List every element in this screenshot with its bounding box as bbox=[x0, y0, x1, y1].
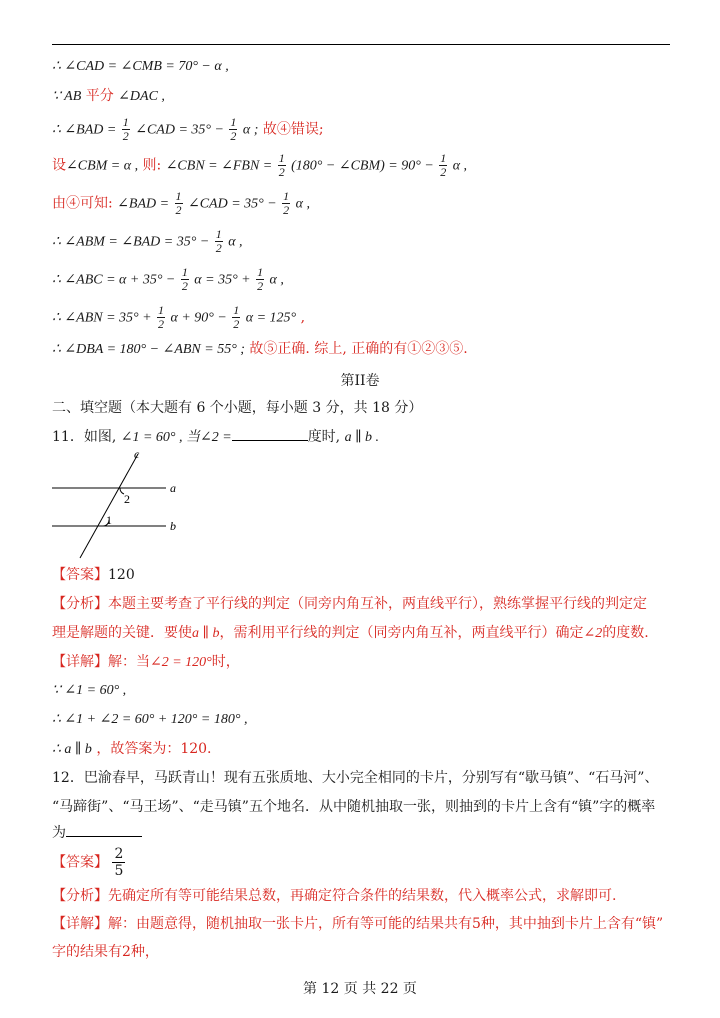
solution-line-3 bbox=[52, 116, 324, 143]
q11-post: 度时, bbox=[307, 429, 345, 445]
solution-line-1: ∴ ∠CAD = ∠CMB = 70° − α , bbox=[52, 59, 229, 74]
frac-num: 1 bbox=[158, 303, 165, 317]
analysis-tag: 【分析】 bbox=[52, 596, 108, 612]
frac-den: 2 bbox=[215, 241, 222, 255]
solution-line-9 bbox=[52, 339, 468, 360]
frac-num: 1 bbox=[122, 115, 129, 129]
l8-a: ∴ ∠ABN = 35° + bbox=[52, 310, 152, 326]
frac-num: 1 bbox=[233, 303, 240, 317]
l3-red: 故④错误; bbox=[258, 121, 324, 138]
q11-detail-4 bbox=[52, 739, 212, 760]
answer-value: 120 bbox=[108, 567, 135, 583]
detail-1b: ∠2 = 120° bbox=[150, 655, 212, 670]
q12-answer bbox=[52, 846, 125, 879]
frac-num: 2 bbox=[114, 846, 124, 862]
analysis-text: 先确定所有等可能结果总数，再确定符合条件的结果数，代入概率公式，求解即可. bbox=[108, 888, 617, 904]
question-12-line-3 bbox=[52, 822, 142, 843]
l4-b: ∠CBN = ∠FBN = bbox=[165, 158, 273, 174]
q11-detail-3: ∴ ∠1 + ∠2 = 60° + 120° = 180° , bbox=[52, 712, 248, 727]
q11-answer bbox=[52, 565, 135, 585]
solution-line-7 bbox=[52, 266, 284, 293]
section-title: 第II卷 bbox=[340, 373, 380, 389]
question-12-line-2: “马蹄街”、“马王场”、“走马镇”五个地名．从中随机抽取一张，则抽到的卡片上含有“镇”字的概率 bbox=[52, 799, 656, 815]
l4-c: (180° − ∠CBM) = 90° − bbox=[291, 158, 434, 174]
l7-b: α = 35° + bbox=[194, 272, 251, 288]
page-footer: 第 12 页 共 22 页 bbox=[303, 981, 417, 997]
q11-analysis-1 bbox=[52, 594, 647, 614]
l6-b: α , bbox=[228, 234, 243, 250]
l3-pre: ∴ ∠BAD = bbox=[52, 122, 117, 138]
frac-num: 1 bbox=[175, 189, 182, 203]
frac-den: 2 bbox=[122, 129, 129, 143]
fraction-half bbox=[256, 266, 264, 293]
detail-4a: ∴ a ∥ b bbox=[52, 742, 92, 757]
frac-den: 2 bbox=[440, 165, 447, 179]
analysis-2b: a ∥ b bbox=[192, 626, 220, 641]
answer-tag: 【答案】 bbox=[52, 854, 108, 871]
analysis-2e: 的度数. bbox=[602, 625, 649, 641]
l5-c: α , bbox=[295, 196, 310, 212]
fraction-half bbox=[181, 266, 189, 293]
l9-red: 故⑤正确. 综上, 正确的有①②③⑤. bbox=[244, 341, 468, 357]
frac-den: 2 bbox=[175, 203, 182, 217]
question-11 bbox=[52, 426, 379, 448]
l4-a: ∠CBM = α , bbox=[66, 158, 139, 174]
l2-red: 平分 bbox=[81, 88, 119, 104]
analysis-2d: ∠2 bbox=[583, 626, 603, 641]
frac-num: 1 bbox=[278, 151, 285, 165]
fraction-half bbox=[232, 304, 240, 331]
q11-detail-1 bbox=[52, 652, 240, 673]
l5-red: 由④可知: bbox=[52, 195, 118, 212]
analysis-2a: 理是解题的关键．要使 bbox=[52, 625, 192, 641]
fraction-half bbox=[278, 152, 286, 179]
l4-d: α , bbox=[452, 158, 468, 174]
frac-num: 1 bbox=[283, 189, 290, 203]
frac-den: 2 bbox=[181, 279, 188, 293]
fraction-half bbox=[439, 152, 447, 179]
detail-1: 解：当 bbox=[108, 654, 150, 670]
detail-text: 解：由题意得，随机抽取一张卡片，所有等可能的结果共有5种，其中抽到卡片上含有“镇” bbox=[108, 916, 664, 932]
answer-blank bbox=[232, 426, 308, 441]
frac-den: 5 bbox=[114, 863, 124, 879]
q11-parallel: a ∥ b . bbox=[344, 430, 380, 445]
label-1: 1 bbox=[106, 513, 112, 527]
l8-c: α = 125° bbox=[245, 310, 297, 326]
l6-a: ∴ ∠ABM = ∠BAD = 35° − bbox=[52, 234, 210, 250]
frac-den: 2 bbox=[230, 129, 237, 143]
q12-analysis bbox=[52, 886, 616, 906]
label-c: c bbox=[134, 448, 140, 461]
l7-a: ∴ ∠ABC = α + 35° − bbox=[52, 272, 176, 288]
frac-den: 2 bbox=[233, 317, 240, 331]
frac-den: 2 bbox=[278, 165, 285, 179]
question-12-line-1: 12．巴渝春早，马跃青山！现有五张质地、大小完全相同的卡片，分别写有“歇马镇”、“石马河”、 bbox=[52, 770, 659, 786]
header-rule bbox=[52, 44, 670, 45]
solution-line-2 bbox=[52, 86, 165, 107]
solution-line-6 bbox=[52, 228, 243, 255]
fraction-half bbox=[175, 190, 183, 217]
frac-den: 2 bbox=[257, 279, 264, 293]
l5-b: ∠CAD = 35° − bbox=[187, 196, 277, 212]
solution-line-4 bbox=[52, 152, 467, 179]
frac-den: 2 bbox=[283, 203, 290, 217]
detail-4b: ，故答案为：120. bbox=[91, 741, 212, 757]
frac-num: 1 bbox=[230, 115, 237, 129]
l3-mid: ∠CAD = 35° − bbox=[135, 122, 224, 138]
label-2: 2 bbox=[124, 492, 130, 506]
q11-cond: ∠1 = 60° , 当∠2 = bbox=[120, 430, 232, 445]
analysis-text: 本题主要考查了平行线的判定（同旁内角互补，两直线平行），熟练掌握平行线的判定定 bbox=[108, 596, 647, 612]
l4-red: 设 bbox=[52, 157, 66, 174]
q11-pre: 11．如图, bbox=[52, 429, 121, 445]
answer-blank bbox=[66, 822, 142, 837]
solution-line-5 bbox=[52, 190, 310, 217]
answer-tag: 【答案】 bbox=[52, 567, 108, 583]
label-b: b bbox=[170, 519, 176, 533]
detail-tag: 【详解】 bbox=[52, 916, 108, 932]
q12-detail-1 bbox=[52, 914, 663, 934]
solution-line-8 bbox=[52, 304, 305, 331]
fraction-half bbox=[215, 228, 223, 255]
l2-tail: ∠DAC , bbox=[118, 89, 165, 104]
frac-num: 1 bbox=[257, 265, 264, 279]
q12-line3: 为 bbox=[52, 825, 66, 841]
detail-1c: 时， bbox=[211, 654, 240, 670]
answer-fraction bbox=[112, 846, 125, 879]
l8-b: α + 90° − bbox=[170, 310, 227, 326]
l4-red2: 则: bbox=[138, 157, 166, 174]
label-a: a bbox=[170, 481, 176, 495]
fraction-half bbox=[282, 190, 290, 217]
l9-a: ∴ ∠DBA = 180° − ∠ABN = 55° ; bbox=[52, 342, 245, 357]
frac-num: 1 bbox=[181, 265, 188, 279]
analysis-tag: 【分析】 bbox=[52, 888, 108, 904]
q11-analysis-2 bbox=[52, 623, 649, 644]
fraction-half bbox=[157, 304, 165, 331]
l3-post: α ; bbox=[242, 122, 259, 138]
detail-tag: 【详解】 bbox=[52, 654, 108, 670]
frac-num: 1 bbox=[440, 151, 447, 165]
q11-detail-2: ∵ ∠1 = 60° , bbox=[52, 683, 127, 698]
fraction-half bbox=[229, 116, 237, 143]
parallel-lines-figure bbox=[50, 448, 190, 560]
fraction-half bbox=[122, 116, 130, 143]
frac-den: 2 bbox=[158, 317, 165, 331]
l7-c: α , bbox=[269, 272, 284, 288]
analysis-2c: ，需利用平行线的判定（同旁内角互补，两直线平行）确定 bbox=[219, 625, 584, 641]
transversal-c bbox=[80, 454, 138, 558]
l5-a: ∠BAD = bbox=[117, 196, 170, 212]
l2-math: ∵ AB bbox=[52, 89, 82, 104]
part-heading: 二、填空题（本大题有 6 个小题，每小题 3 分，共 18 分） bbox=[52, 400, 423, 416]
frac-num: 1 bbox=[215, 227, 222, 241]
q12-detail-2: 字的结果有2种， bbox=[52, 944, 159, 960]
l8-d: , bbox=[296, 309, 306, 326]
